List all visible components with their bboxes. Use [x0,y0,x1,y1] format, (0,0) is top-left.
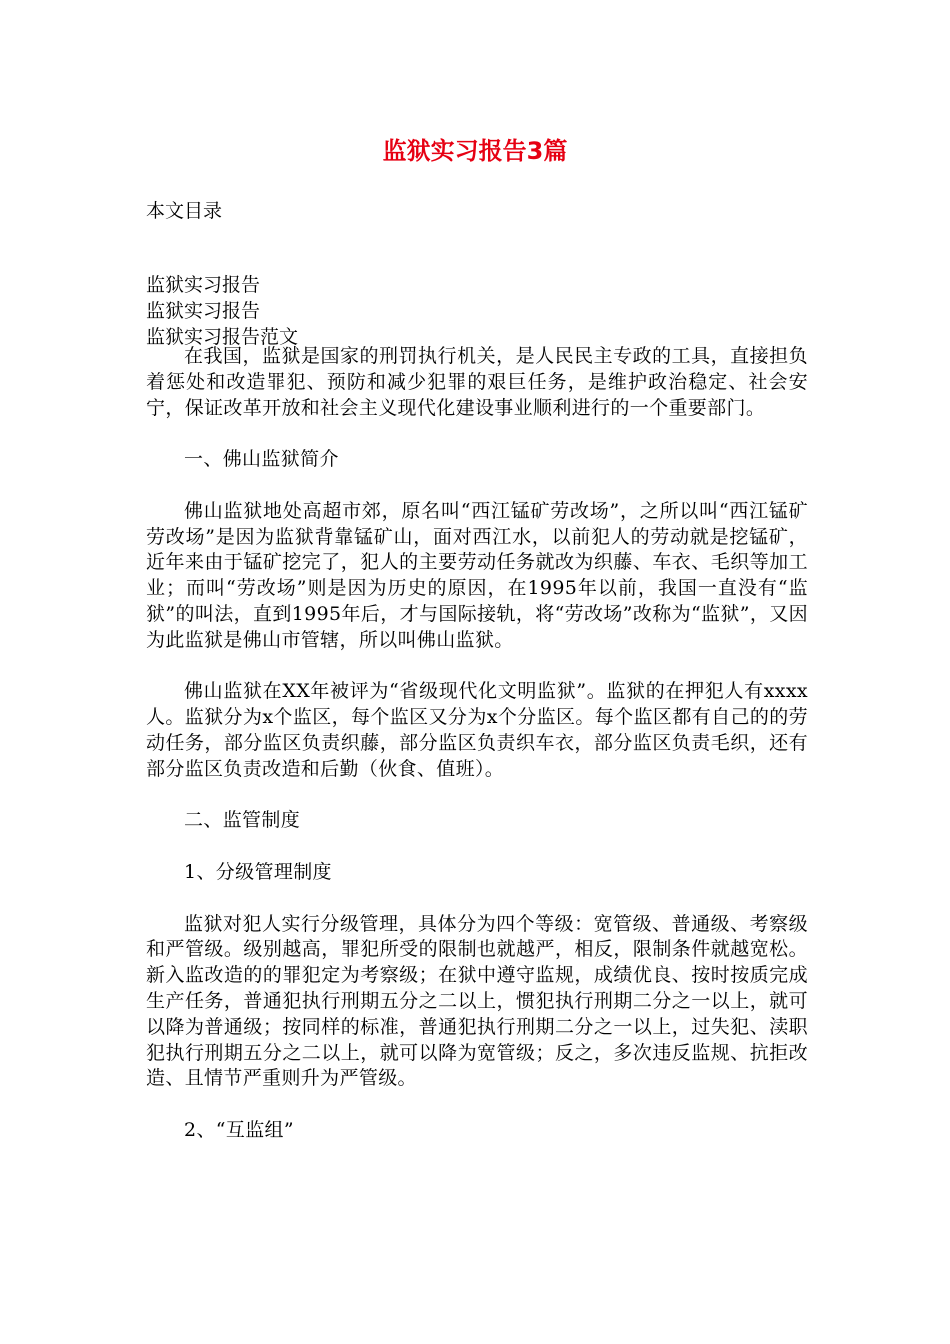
body-paragraph: 佛山监狱地处高超市郊，原名叫“西江锰矿劳改场”，之所以叫“西江锰矿劳改场”是因为监狱背靠锰矿山，面对西江水，以前犯人的劳动就是挖锰矿，近年来由于锰矿挖完了，犯人的主要劳动任务就改为织藤、车衣、毛织等加工业；而叫“劳改场”则是因为历史的原因，在1995年以前，我国一直没有“监狱”的叫法，直到1995年后，才与国际接轨，将“劳改场”改称为“监狱”，又因为此监狱是佛山市管辖，所以叫佛山监狱。 [146,499,808,651]
subsection-heading-graded-management: 1、分级管理制度 [184,860,332,883]
toc-item[interactable]: 监狱实习报告 [146,274,261,296]
document-body [146,344,808,1144]
section-heading-supervision-system: 二、监管制度 [184,809,301,832]
toc-item[interactable]: 监狱实习报告 [146,300,261,322]
section-heading-foshan-prison-intro: 一、佛山监狱简介 [184,448,339,471]
intro-paragraph: 在我国，监狱是国家的刑罚执行机关，是人民民主专政的工具，直接担负着惩处和改造罪犯、预防和减少犯罪的艰巨任务，是维护政治稳定、社会安宁，保证改革开放和社会主义现代化建设事业顺利进行的一个重要部门。 [146,345,808,419]
body-paragraph: 监狱对犯人实行分级管理，具体分为四个等级：宽管级、普通级、考察级和严管级。级别越高，罪犯所受的限制也就越严，相反，限制条件就越宽松。新入监改造的的罪犯定为考察级；在狱中遵守监规，成绩优良、按时按质完成生产任务，普通犯执行刑期五分之二以上，惯犯执行刑期二分之一以上，就可以降为普通级；按同样的标准，普通犯执行刑期二分之一以上，过失犯、渎职犯执行刑期五分之二以上，就可以降为宽管级；反之，多次违反监规、抗拒改造、且情节严重则升为严管级。 [146,912,808,1090]
subsection-heading-mutual-supervision-group: 2、“互监组” [184,1118,294,1141]
toc-heading: 本文目录 [146,200,223,222]
toc-item[interactable]: 监狱实习报告范文 [146,326,299,348]
body-paragraph: 佛山监狱在XX年被评为“省级现代化文明监狱”。监狱的在押犯人有xxxx人。监狱分为x个监区，每个监区又分为x个分监区。每个监区都有自己的的劳动任务，部分监区负责织藤，部分监区负责织车衣，部分监区负责毛织，还有部分监区负责改造和后勤（伙食、值班）。 [146,680,808,780]
document-title: 监狱实习报告3篇 [382,137,568,165]
table-of-contents [146,272,298,350]
